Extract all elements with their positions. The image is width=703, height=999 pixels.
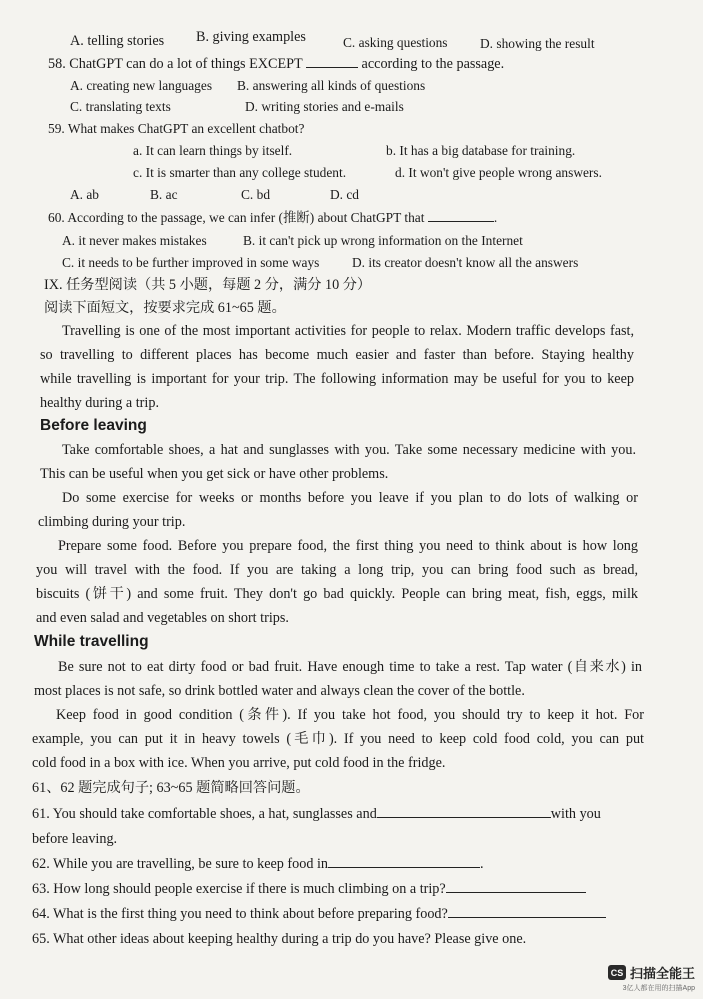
p3-line-3: biscuits (饼干) and some fruit. They don't go bad quickly. People can bring meat, fish, eggs, milk: [36, 586, 638, 602]
q61-continued: before leaving.: [32, 831, 118, 847]
q59-statement-d: d. It won't give people wrong answers.: [395, 165, 602, 180]
q60-option-d: D. its creator doesn't know all the answers: [352, 255, 579, 270]
heading-before-leaving: Before leaving: [40, 417, 147, 434]
q63-blank: [446, 880, 586, 893]
q60-blank: [428, 209, 494, 222]
p5-line-3: cold food in a box with ice. When you arrive, put cold food in the fridge.: [32, 755, 446, 771]
q60-option-a: A. it never makes mistakes: [62, 233, 207, 248]
p2-line-1: Do some exercise for weeks or months before you leave if you plan to do lots of walking or: [62, 490, 638, 506]
passage-intro-line-3: while travelling is important for your trip. The following information may be useful for you to keep: [40, 371, 634, 387]
p1-line-2: This can be useful when you get sick or have other problems.: [40, 466, 389, 482]
q59-option-b: B. ac: [150, 187, 178, 202]
q58-option-b: B. answering all kinds of questions: [237, 78, 426, 93]
q59-stem: 59. What makes ChatGPT an excellent chatbot?: [48, 121, 305, 136]
p1-line-1: Take comfortable shoes, a hat and sunglasses with you. Take some necessary medicine with you.: [62, 442, 636, 458]
q59-option-c: C. bd: [241, 187, 271, 202]
q61-blank: [377, 805, 551, 818]
q60-option-b: B. it can't pick up wrong information on the Internet: [243, 233, 523, 248]
passage-intro-line-2: so travelling to different places has become much easier and faster than before. Staying healthy: [40, 347, 634, 363]
q63: 63. How long should people exercise if there is much climbing on a trip?: [32, 880, 586, 898]
q65: 65. What other ideas about keeping healthy during a trip do you have? Please give one.: [32, 931, 527, 947]
watermark-name: 扫描全能王: [629, 966, 695, 981]
q64: 64. What is the first thing you need to think about before preparing food?: [32, 905, 606, 923]
tasks-instruction: 61、62 题完成句子; 63~65 题简略回答问题。: [32, 780, 310, 796]
q64-blank: [448, 905, 606, 918]
q57-option-a: A. telling stories: [70, 33, 165, 49]
q57-option-b: B. giving examples: [196, 29, 306, 45]
p5-line-1: Keep food in good condition (条件). If you take hot food, you should try to keep it hot. For: [56, 707, 644, 723]
passage-intro-line-4: healthy during a trip.: [40, 395, 159, 411]
q62-blank: [328, 855, 480, 868]
q59-statement-c: c. It is smarter than any college student.: [133, 165, 347, 180]
q60-option-c: C. it needs to be further improved in some ways: [62, 255, 320, 270]
q62: 62. While you are travelling, be sure to keep food in .: [32, 856, 484, 872]
q57-option-d: D. showing the result: [480, 36, 595, 51]
q57-option-c: C. asking questions: [343, 35, 448, 50]
watermark-subtitle: 3亿人都在用的扫描App: [622, 985, 695, 992]
passage-intro-line-1: Travelling is one of the most important activities for people to relax. Modern traffic develops fast,: [62, 323, 634, 339]
section-title: IX. 任务型阅读（共 5 小题，每题 2 分，满分 10 分）: [44, 277, 372, 293]
q58-blank: [306, 55, 358, 68]
q59-option-d: D. cd: [330, 187, 360, 202]
q58-option-c: C. translating texts: [70, 99, 171, 114]
q58-option-a: A. creating new languages: [70, 78, 213, 93]
p3-line-1: Prepare some food. Before you prepare food, the first thing you need to think about is how long: [58, 538, 638, 554]
p4-line-1: Be sure not to eat dirty food or bad fruit. Have enough time to take a rest. Tap water (自来水) in: [58, 659, 642, 675]
q59-statement-b: b. It has a big database for training.: [386, 143, 576, 158]
q58-option-d: D. writing stories and e-mails: [245, 99, 404, 114]
p2-line-2: climbing during your trip.: [38, 514, 186, 530]
p3-line-2: you will travel with the food. If you are taking a long trip, you can bring food such as bread,: [36, 562, 638, 578]
q59-option-a: A. ab: [70, 187, 100, 202]
scanner-watermark: [608, 963, 695, 993]
p3-line-4: and even salad and vegetables on short trips.: [36, 610, 289, 626]
p5-line-2: example, you can put it in heavy towels (毛巾). If you need to keep cold food cold, you can put: [32, 731, 644, 747]
heading-while-travelling: While travelling: [34, 633, 149, 650]
q61: 61. You should take comfortable shoes, a hat, sunglasses and with you: [32, 806, 601, 822]
q60-stem: 60. According to the passage, we can infer (推断) about ChatGPT that .: [48, 210, 498, 225]
section-instruction: 阅读下面短文，按要求完成 61~65 题。: [44, 300, 286, 316]
p4-line-2: most places is not safe, so drink bottled water and always clean the cover of the bottle.: [34, 683, 525, 699]
q58-stem: 58. ChatGPT can do a lot of things EXCEPT according to the passage.: [48, 56, 505, 72]
camscanner-logo-icon: CS: [608, 965, 626, 980]
q59-statement-a: a. It can learn things by itself.: [133, 143, 293, 158]
